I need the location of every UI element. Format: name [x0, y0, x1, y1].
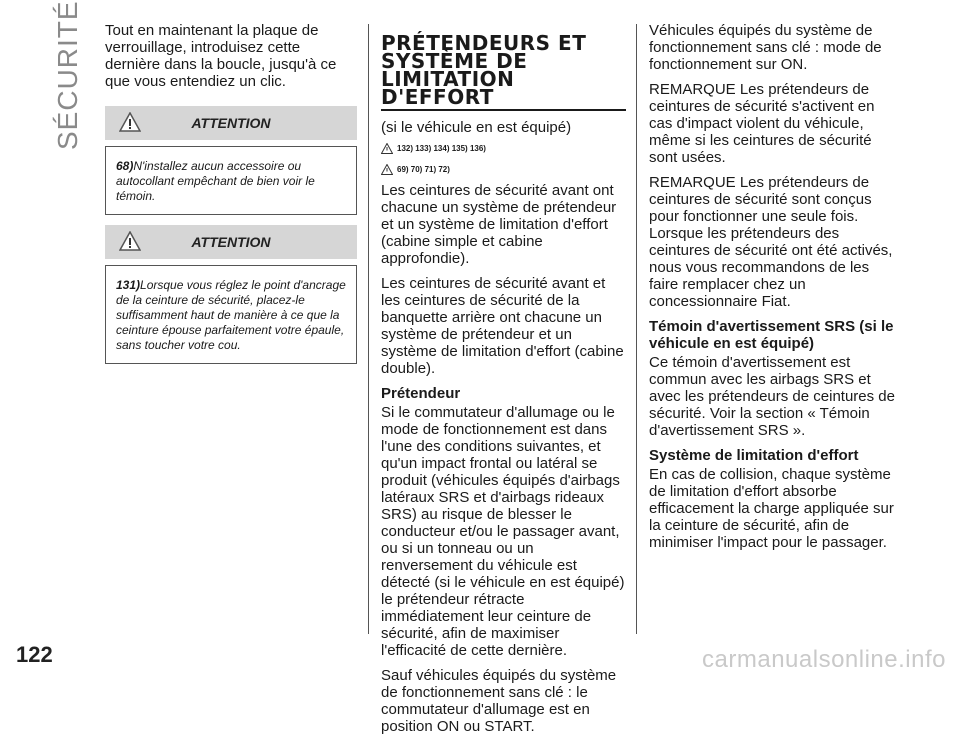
paragraph: Véhicules équipés du système de fonctionnement sans clé : mode de fonctionnement sur ON. [649, 22, 882, 73]
heading-line: LIMITATION [381, 67, 515, 91]
section-heading [381, 31, 626, 111]
subheading: Prétendeur [381, 385, 461, 402]
section-side-title: SÉCURITÉ [52, 0, 83, 150]
paragraph: REMARQUE Les prétendeurs de ceintures de sécurité sont conçus pour fonctionner une seule fois. Lorsque les prétendeurs des ceintures de sécurité ont été activés, nous vous recommandons de les faire remplacer chez un concessionnaire Fiat. [649, 174, 893, 310]
heading-line: SYSTÈME DE [381, 49, 528, 73]
subheading: Témoin d'avertissement SRS (si le véhicule en est équipé) [649, 318, 894, 352]
warning-title: ATTENTION [191, 115, 271, 131]
warning-header [105, 225, 357, 259]
paragraph: Si le commutateur d'allumage ou le mode de fonctionnement est dans l'une des conditions suivantes, et qu'un impact frontal ou latéral se produit (véhicules équipés d'airbags latéraux SRS et d'airbags rideaux SRS) au risque de blesser le conducteur et/ou le passager avant, ou si un tonneau ou un renversement du véhicule est détecté (si le véhicule en est équipé) le prétendeur rétracte immédiatement leur ceinture de sécurité, afin de maximiser l'efficacité de cette dernière. [381, 404, 625, 659]
subheading: Système de limitation d'effort [649, 447, 859, 464]
column-divider [636, 24, 637, 634]
warning-title: ATTENTION [191, 234, 271, 250]
warning-triangle-icon [381, 164, 393, 175]
column-middle [381, 22, 626, 743]
watermark: carmanualsonline.info [702, 646, 946, 673]
warning-ref: 68) [116, 159, 134, 173]
note-refs [381, 161, 626, 178]
column-right [649, 22, 897, 559]
warning-refs [381, 140, 626, 157]
paragraph: En cas de collision, chaque système de limitation d'effort absorbe efficacement la charge appliquée sur la ceinture de sécurité, afin de minimiser l'impact pour le passager. [649, 466, 894, 551]
intro-paragraph: Tout en maintenant la plaque de verrouillage, introduisez cette dernière dans la boucle, jusqu'à ce que vous entendiez un clic. [105, 22, 337, 90]
warning-header [105, 106, 357, 140]
page-number: 122 [16, 642, 53, 667]
heading-line: PRÉTENDEURS ET [381, 31, 587, 55]
warning-body [105, 265, 357, 364]
paragraph: Les ceintures de sécurité avant et les ceintures de sécurité de la banquette arrière ont chacune un système de prétendeur et un système de limitation d'effort (cabine double). [381, 275, 624, 377]
refs-text: 132) 133) 134) 135) 136) [397, 144, 486, 153]
column-divider [368, 24, 369, 634]
paragraph: REMARQUE Les prétendeurs de ceintures de sécurité s'activent en cas d'impact violent du véhicule, même si les ceintures de sécurité sont usées. [649, 81, 875, 166]
paragraph: Sauf véhicules équipés du système de fonctionnement sans clé : le commutateur d'allumage est en position ON ou START. [381, 667, 617, 735]
paragraph: Ce témoin d'avertissement est commun avec les airbags SRS et avec les prétendeurs de ceintures de sécurité. Voir la section « Témoin d'avertissement SRS ». [649, 354, 895, 439]
warning-body [105, 146, 357, 215]
warning-triangle-icon [381, 143, 393, 154]
warning-text: N'installez aucun accessoire ou autocollant empêchant de bien voir le témoin. [116, 159, 315, 203]
warning-ref: 131) [116, 278, 141, 292]
equipped-note: (si le véhicule en est équipé) [381, 119, 572, 136]
refs-text: 69) 70) 71) 72) [397, 165, 450, 174]
column-left [105, 22, 357, 364]
paragraph: Les ceintures de sécurité avant ont chacune un système de prétendeur et un système de limitation d'effort (cabine simple et cabine approfondie). [381, 182, 617, 267]
warning-text: Lorsque vous réglez le point d'ancrage de la ceinture de sécurité, placez-le suffisamment haut de manière à ce que la ceinture épouse parfaitement votre épaule, sans toucher votre cou. [116, 278, 346, 352]
heading-line: D'EFFORT [381, 85, 494, 109]
